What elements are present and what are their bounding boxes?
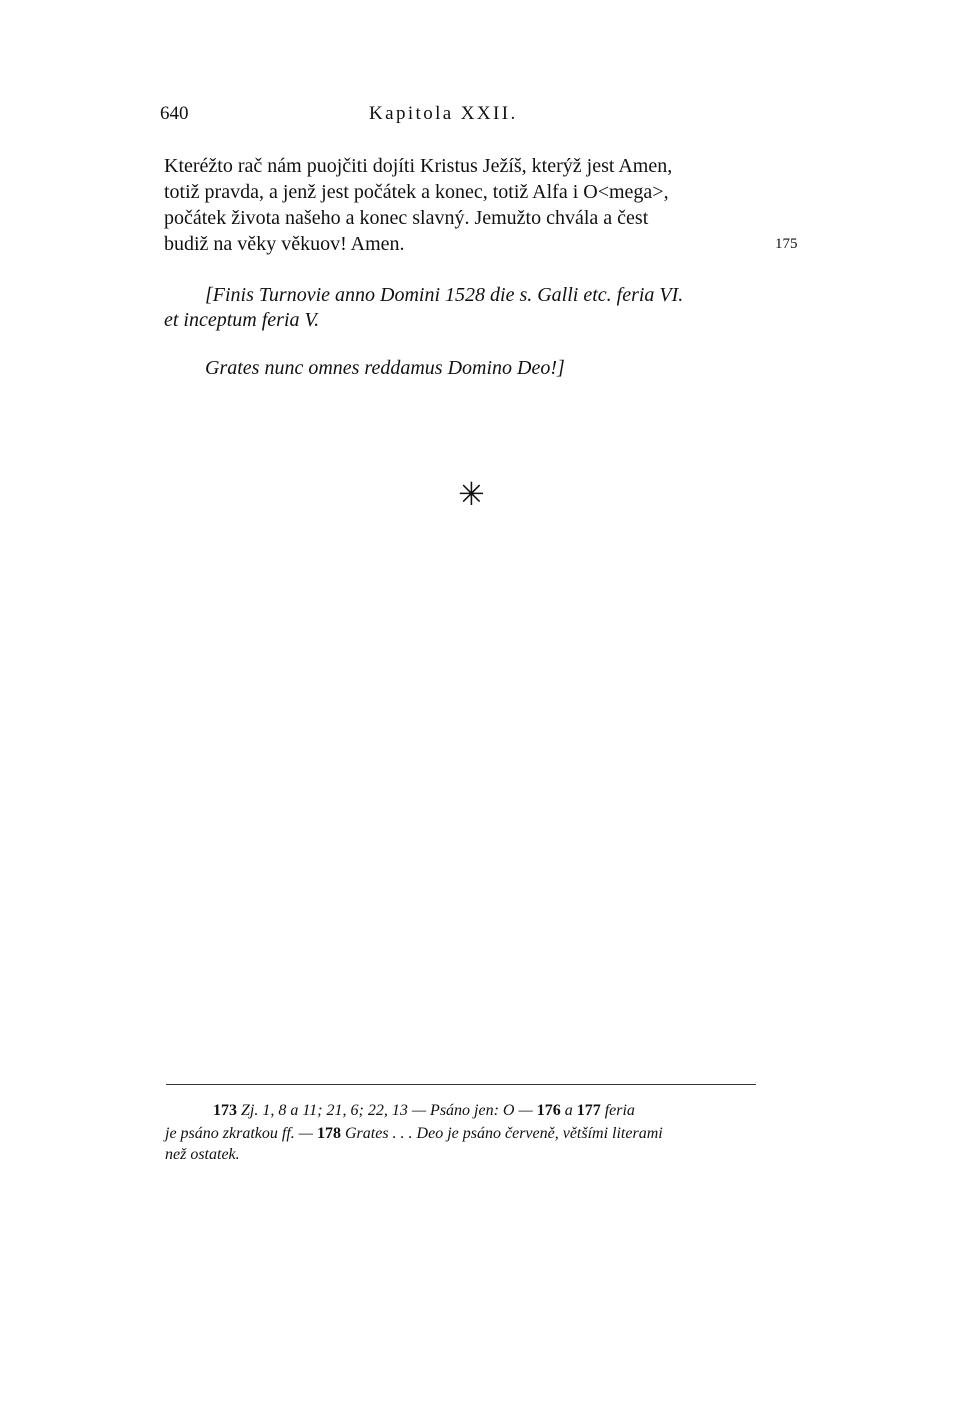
page-number: 640 — [160, 103, 189, 124]
body-line: totiž pravda, a jenž jest počátek a konec, totiž Alfa i O<mega>, — [164, 181, 669, 203]
body-line: počátek života našeho a konec slavný. Jemužto chvála a čest — [164, 207, 649, 229]
footnote-text: feria — [600, 1102, 635, 1119]
footnote-number: 173 — [213, 1102, 237, 1119]
footnote-number: 177 — [576, 1102, 601, 1119]
grates-line: Grates nunc omnes reddamus Domino Deo!] — [205, 357, 565, 379]
footnote-text: než ostatek. — [165, 1146, 240, 1163]
footnote-line — [165, 1146, 240, 1164]
footnote-text: Grates . . . Deo je psáno červeně, většími literami — [341, 1125, 663, 1142]
footnote-text: Zj. 1, 8 a 11; 21, 6; 22, 13 — Psáno jen: O — — [237, 1102, 537, 1119]
asterisk-ornament: ✳ — [458, 476, 485, 512]
body-line: budiž na věky věkuov! Amen. — [164, 233, 405, 255]
footnote-line — [213, 1102, 635, 1120]
colophon-line: [Finis Turnovie anno Domini 1528 die s. Galli etc. feria VI. — [205, 284, 684, 306]
footnote-line — [165, 1125, 663, 1143]
running-head: Kapitola XXII. — [369, 103, 518, 124]
body-line: Kteréžto rač nám puojčiti dojíti Kristus Ježíš, kterýž jest Amen, — [164, 155, 673, 177]
footnote-number: 178 — [317, 1125, 341, 1142]
footnote-number: 176 — [536, 1102, 561, 1119]
colophon-line: et inceptum feria V. — [164, 309, 320, 331]
footnote-text: a — [560, 1102, 577, 1119]
footnote-rule — [166, 1084, 756, 1085]
line-number: 175 — [775, 236, 798, 252]
footnote-text: je psáno zkratkou ff. — — [165, 1125, 317, 1142]
